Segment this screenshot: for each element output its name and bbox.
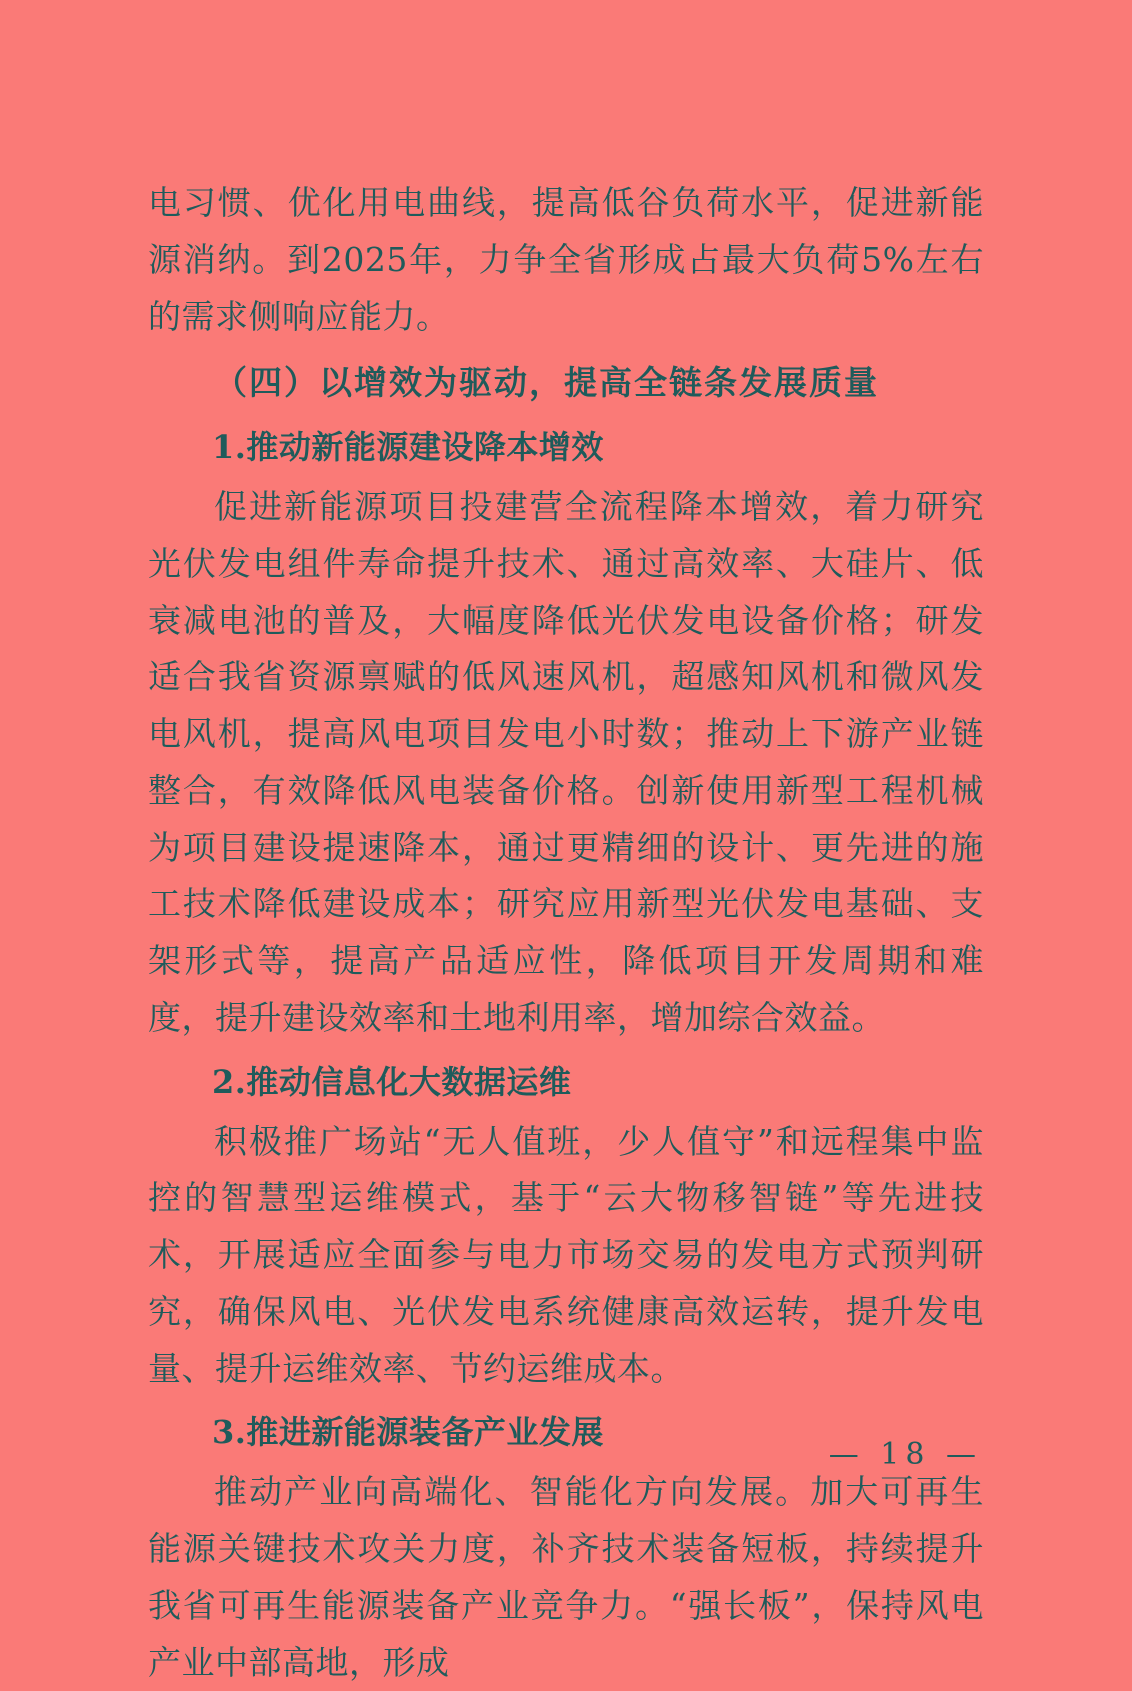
item-3-heading: 3.推进新能源装备产业发展 <box>212 1413 604 1452</box>
section-heading: （四）以增效为驱动，提高全链条发展质量 <box>214 363 879 403</box>
item-2-paragraph: 积极推广场站“无人值班，少人值守”和远程集中监控的智慧型运维模式，基于“云大物移智链”等先进技术，开展适应全面参与电力市场交易的发电方式预判研究，确保风电、光伏发电系统健康高效运转，提升发电量、提升运维效率、节约运维成本。 <box>148 1121 984 1388</box>
item-1-paragraph: 促进新能源项目投建营全流程降本增效，着力研究光伏发电组件寿命提升技术、通过高效率、大硅片、低衰减电池的普及，大幅度降低光伏发电设备价格；研发适合我省资源禀赋的低风速风机，超感知风机和微风发电风机，提高风电项目发电小时数；推动上下游产业链整合，有效降低风电装备价格。创新使用新型工程机械为项目建设提速降本，通过更精细的设计、更先进的施工技术降低建设成本；研究应用新型光伏发电基础、支架形式等，提高产品适应性，降低项目开发周期和难度，提升建设效率和土地利用率，增加综合效益。 <box>148 487 984 1037</box>
page-number: — 18 — <box>828 1437 982 1472</box>
item-2-heading: 2.推动信息化大数据运维 <box>212 1062 572 1101</box>
item-1-heading: 1.推动新能源建设降本增效 <box>212 428 604 466</box>
item-3-paragraph: 推动产业向高端化、智能化方向发展。加大可再生能源关键技术攻关力度，补齐技术装备短板，持续提升我省可再生能源装备产业竞争力。“强长板”，保持风电产业中部高地，形成 <box>148 1472 984 1682</box>
continued-paragraph: 电习惯、优化用电曲线，提高低谷负荷水平，促进新能源消纳。到2025年，力争全省形成占最大负荷5%左右的需求侧响应能力。 <box>148 183 984 336</box>
